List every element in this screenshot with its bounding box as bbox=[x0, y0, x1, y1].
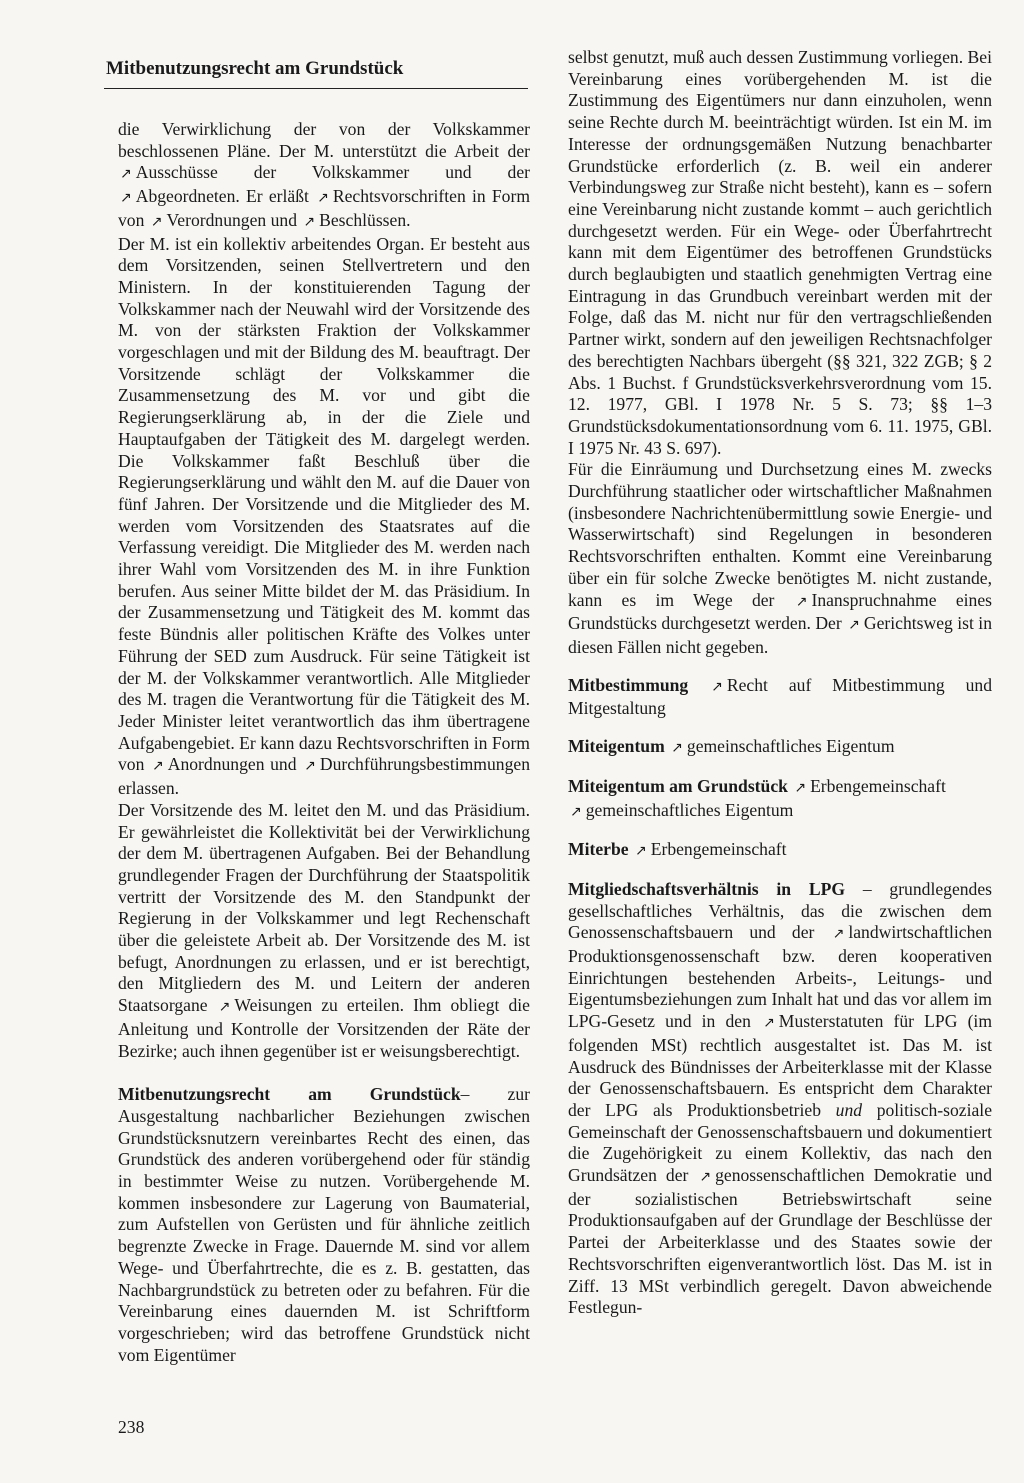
reference-arrow-icon: ↗ bbox=[671, 740, 683, 757]
reference-arrow-icon: ↗ bbox=[150, 213, 163, 230]
running-header bbox=[104, 58, 528, 89]
entry-mitbestimmung: Mitbestimmung ↗ Recht auf Mitbestimmung und Mitgestaltung bbox=[568, 674, 992, 719]
entry-headword: Miterbe bbox=[568, 839, 629, 860]
header-rule bbox=[104, 88, 528, 89]
entry-mitbenutzungsrecht: Mitbenutzungsrecht am Grundstück– zur Ausgestaltung nachbarlicher Beziehungen zwischen Grundstücksnutzern vereinbartes Recht des einen, das Grundstück des anderen vorübergehend oder für ständig in bestimmter Weise zu nutzen. Vorübergehende M. kommen insbesondere zur Lagerung von Baumaterial, zum Aufstellen von Gerüsten und für ähnliche zeitlich begrenzte Zwecke in Frage. Dauernde M. sind vor allem Wege- und Überfahrtrechte, die es z. B. gestatten, das Nachbargrundstück zu betreten oder zu befahren. Für die Vereinbarung eines dauernden M. ist Schriftform vorgeschrieben; wird das betroffene Grundstück nicht vom Eigentümer bbox=[118, 1084, 530, 1365]
reference-arrow-icon: ↗ bbox=[570, 803, 582, 820]
right-column bbox=[568, 47, 992, 1319]
running-header-title: Mitbenutzungsrecht am Grundstück bbox=[106, 58, 404, 79]
reference-arrow-icon: ↗ bbox=[317, 190, 329, 207]
reference-arrow-icon: ↗ bbox=[303, 213, 316, 230]
reference-arrow-icon: ↗ bbox=[304, 758, 316, 775]
reference-arrow-icon: ↗ bbox=[218, 999, 231, 1016]
reference-arrow-icon: ↗ bbox=[120, 166, 132, 183]
reference-arrow-icon: ↗ bbox=[795, 593, 808, 610]
reference-arrow-icon: ↗ bbox=[152, 758, 164, 775]
reference-arrow-icon: ↗ bbox=[763, 1015, 775, 1032]
entry-headword: Miteigentum am Grundstück bbox=[568, 775, 788, 796]
reference-arrow-icon: ↗ bbox=[848, 617, 860, 634]
entry-miterbe: Miterbe ↗ Erbengemeinschaft bbox=[568, 839, 787, 860]
reference-arrow-icon: ↗ bbox=[832, 926, 845, 943]
entry-headword: Mitbenutzungsrecht am Grundstück bbox=[118, 1084, 461, 1105]
entry-miteigentum-grundstueck: Miteigentum am Grundstück ↗ Erbengemeinschaft ↗ gemeinschaftliches Eigentum bbox=[568, 775, 946, 820]
entry-mitgliedschaftsverhaeltnis: Mitgliedschaftsverhältnis in LPG – grundlegendes gesellschaftliches Verhältnis, das die zwischen dem Genossenschaftsbauern und der ↗ landwirtschaftlichen Produktionsgenossenschaft bzw. deren kooperativen Einrichtungen bestehenden Arbeits-, Leitungs- und Eigentumsbeziehungen zum Inhalt hat und das vor allem im LPG-Gesetz und in den ↗ Musterstatuten für LPG (im folgenden MSt) rechtlich ausgestaltet ist. Das M. ist Ausdruck des Bündnisses der Arbeiterklasse mit der Klasse der Genossenschaftsbauern. Es entspricht dem Charakter der LPG als Produktionsbetrieb und politisch-soziale Gemeinschaft der Genossenschaftsbauern und dokumentiert die Zugehörigkeit zu einem Kollektiv, das nach den Grundsätzen der ↗ genossenschaftlichen Demokratie und der sozialistischen Betriebswirtschaft seine Produktionsaufgaben auf der Grundlage der Beschlüsse der Partei der Arbeiterklasse und des Staates sowie der Rechtsvorschriften eigenverantwortlich löst. Das M. ist in Ziff. 13 MSt verbindlich geregelt. Davon abweichende Festlegun- bbox=[568, 878, 993, 1318]
left-paragraph-3: Der Vorsitzende des M. leitet den M. und das Präsidium. Er gewährleistet die Kollektivität bei der Verwirklichung der dem M. übertragenen Aufgaben. Bei der Behandlung grundlegender Fragen der Durchführung der Staatspolitik vertritt der Vorsitzende des M. den Standpunkt der Regierung in der Volkskammer und legt Rechenschaft über die geleistete Arbeit ab. Der Vorsitzende des M. ist befugt, Anordnungen zu erlassen, und er ist berechtigt, den Mitgliedern des M. und Leitern der anderen Staatsorgane ↗ Weisungen zu erteilen. Ihm obliegt die Anleitung und Kontrolle der Vorsitzenden der Räte der Bezirke; auch ihnen gegenüber ist er weisungsberechtigt. bbox=[118, 799, 530, 1061]
left-paragraph-1: die Verwirklichung der von der Volkskammer beschlossenen Pläne. Der M. unterstützt die Arbeit der ↗ Ausschüsse der Volkskammer und der ↗ Abgeordneten. Er erläßt ↗ Rechtsvorschriften in Form von ↗ Verordnungen und ↗ Beschlüssen. bbox=[118, 119, 531, 230]
reference-arrow-icon: ↗ bbox=[711, 678, 723, 695]
entry-headword: Miteigentum bbox=[568, 736, 665, 757]
left-column bbox=[118, 119, 530, 1366]
reference-arrow-icon: ↗ bbox=[634, 843, 647, 860]
right-paragraph-2: Für die Einräumung und Durchsetzung eines M. zwecks Durchführung staatlicher oder wirtschaftlicher Maßnahmen (insbesondere Nachrichtenübermittlung sowie Energie- und Wasserwirtschaft) sind Regelungen in besonderen Rechtsvorschriften enthalten. Kommt eine Vereinbarung über ein für solche Zwecke benötigtes M. nicht zustande, kann es im Wege der ↗ Inanspruchnahme eines Grundstücks durchgesetzt werden. Der ↗ Gerichtsweg ist in diesen Fällen nicht gegeben. bbox=[568, 459, 992, 657]
reference-arrow-icon: ↗ bbox=[699, 1169, 712, 1186]
left-paragraph-2: Der M. ist ein kollektiv arbeitendes Organ. Er besteht aus dem Vorsitzenden, seinen Stellvertretern und den Ministern. In der konstituierenden Tagung der Volkskammer nach der Neuwahl wird der Vorsitzende des M. von der stärksten Fraktion der Volkskammer vorgeschlagen und mit der Bildung des M. beauftragt. Der Vorsitzende schlägt der Volkskammer die Zusammensetzung des M. vor und gibt die Regierungserklärung ab, in der die Ziele und Hauptaufgaben der Tätigkeit des M. dargelegt werden. Die Volkskammer faßt Beschluß über die Regierungserklärung und wählt den M. auf die Dauer von fünf Jahren. Der Vorsitzende und die Mitglieder des M. werden vom Vorsitzenden des Staatsrates auf die Verfassung vereidigt. Die Mitglieder des M. werden nach ihrer Wahl vom Vorsitzenden des M. in ihre Funktion berufen. Aus seiner Mitte bildet der M. das Präsidium. In der Zusammensetzung und Tätigkeit des M. kommt das feste Bündnis aller politischen Kräfte des Volkes unter Führung der SED zum Ausdruck. Für seine Tätigkeit ist der M. der Volkskammer verantwortlich. Alle Mitglieder des M. tragen die Verantwortung für die Tätigkeit des M. Jeder Minister leitet verantwortlich das ihm übertragene Aufgabengebiet. Er kann dazu Rechtsvorschriften in Form von ↗ Anordnungen und ↗ Durchführungsbestimmungen erlassen. bbox=[118, 233, 530, 799]
entry-headword: Mitbestimmung bbox=[568, 674, 689, 695]
page-number: 238 bbox=[118, 1417, 145, 1437]
reference-arrow-icon: ↗ bbox=[794, 779, 807, 796]
entry-miteigentum: Miteigentum ↗ gemeinschaftliches Eigentum bbox=[568, 736, 895, 757]
right-paragraph-1: selbst genutzt, muß auch dessen Zustimmung vorliegen. Bei Vereinbarung eines vorübergehenden M. ist die Zustimmung des Eigentümers nur dann einzuholen, wenn seine Rechte durch M. beeinträchtigt würden. Ist ein M. im Interesse der ordnungsgemäßen Nutzung benachbarter Grundstücke erforderlich (z. B. weil ein anderer Verbindungsweg zur Straße nicht besteht), kann es – sofern eine Vereinbarung nicht zustande kommt – auch gerichtlich durchgesetzt werden. Für ein Wege- oder Überfahrtrecht kann mit dem Eigentümer des betroffenen Grundstücks durch beglaubigten und staatlich genehmigten Vertrag eine Eintragung in das Grundbuch vereinbart werden mit der Folge, daß das M. nicht nur für den vertragschließenden Partner wirkt, sondern auf den jeweiligen Rechtsnachfolger des berechtigten Nachbars übergeht (§§ 321, 322 ZGB; § 2 Abs. 1 Buchst. f Grundstücksverkehrsverordnung vom 15. 12. 1977, GBl. I 1978 Nr. 5 S. 73; §§ 1–3 Grundstücksdokumentationsordnung vom 6. 11. 1975, GBl. I 1975 Nr. 43 S. 697). bbox=[568, 47, 992, 458]
italic-emphasis: und bbox=[835, 1099, 863, 1120]
entry-headword: Mitgliedschaftsverhältnis in LPG bbox=[568, 878, 846, 899]
reference-arrow-icon: ↗ bbox=[120, 190, 132, 207]
